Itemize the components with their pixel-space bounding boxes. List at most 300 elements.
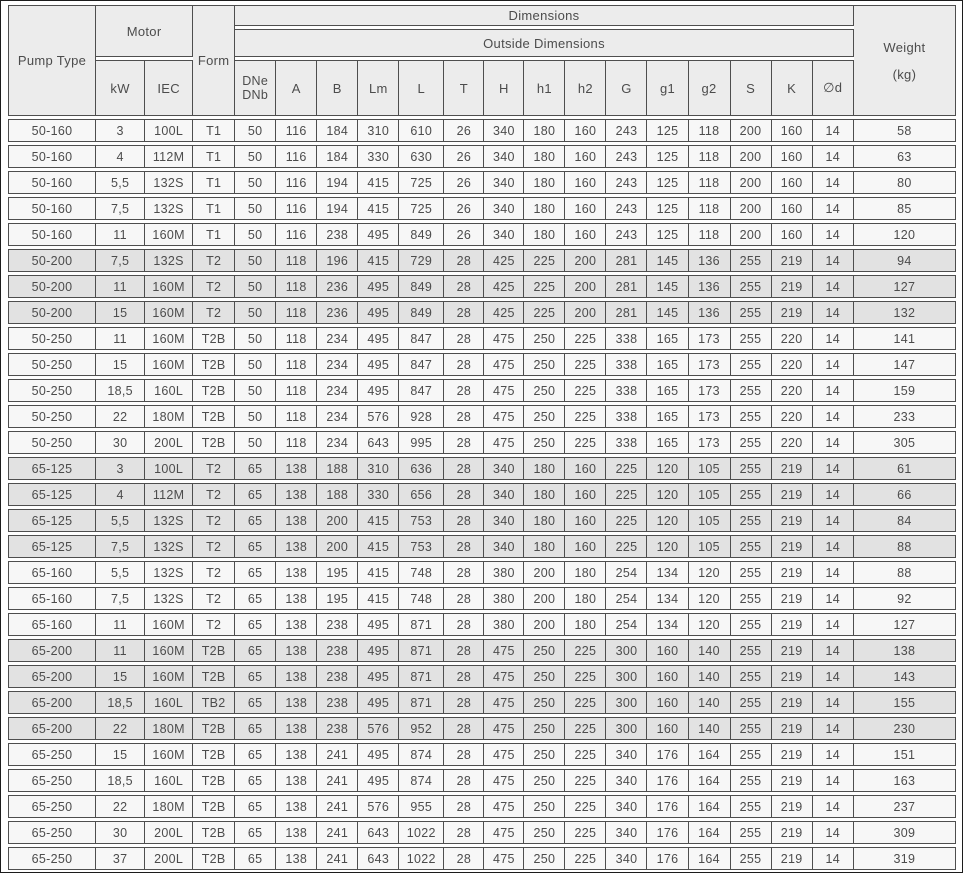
cell-s: 255 <box>731 821 772 844</box>
cell-g: 225 <box>606 457 647 480</box>
cell-t: 28 <box>444 431 484 454</box>
cell-g2: 118 <box>689 223 731 246</box>
cell-b: 195 <box>317 561 358 584</box>
cell-lm: 576 <box>358 717 399 740</box>
table-row <box>8 405 956 428</box>
cell-t: 28 <box>444 821 484 844</box>
cell-weight: 84 <box>854 509 956 532</box>
cell-g1: 134 <box>647 613 688 636</box>
cell-h1: 250 <box>524 431 565 454</box>
cell-dia-d: 14 <box>813 223 854 246</box>
cell-dn: 50 <box>235 249 276 272</box>
cell-g2: 105 <box>689 457 731 480</box>
cell-h: 475 <box>484 691 524 714</box>
cell-h1: 180 <box>524 145 565 168</box>
cell-weight: 66 <box>854 483 956 506</box>
cell-kw: 30 <box>96 431 145 454</box>
cell-b: 236 <box>317 275 358 298</box>
cell-kw: 18,5 <box>96 691 145 714</box>
cell-pump-type: 50-160 <box>8 171 96 194</box>
cell-g: 254 <box>606 587 647 610</box>
cell-h2: 225 <box>565 379 606 402</box>
cell-lm: 415 <box>358 197 399 220</box>
cell-b: 241 <box>317 821 358 844</box>
cell-k: 219 <box>772 821 813 844</box>
cell-l: 874 <box>399 769 444 792</box>
cell-l: 748 <box>399 561 444 584</box>
cell-g1: 125 <box>647 119 688 142</box>
cell-pump-type: 65-200 <box>8 717 96 740</box>
cell-s: 255 <box>731 457 772 480</box>
cell-iec: 200L <box>145 431 193 454</box>
cell-h1: 200 <box>524 561 565 584</box>
cell-form: T2B <box>193 431 235 454</box>
header-motor: Motor <box>96 5 193 57</box>
table-row <box>8 197 956 220</box>
cell-k: 219 <box>772 457 813 480</box>
cell-form: T2B <box>193 405 235 428</box>
cell-b: 241 <box>317 743 358 766</box>
cell-dia-d: 14 <box>813 639 854 662</box>
cell-k: 220 <box>772 379 813 402</box>
cell-form: T2B <box>193 769 235 792</box>
cell-h2: 225 <box>565 431 606 454</box>
cell-pump-type: 65-200 <box>8 665 96 688</box>
cell-h: 340 <box>484 223 524 246</box>
cell-b: 234 <box>317 405 358 428</box>
table-body <box>8 119 956 870</box>
cell-b: 200 <box>317 535 358 558</box>
cell-t: 26 <box>444 119 484 142</box>
cell-weight: 63 <box>854 145 956 168</box>
cell-pump-type: 50-250 <box>8 379 96 402</box>
table-row <box>8 769 956 792</box>
cell-l: 871 <box>399 691 444 714</box>
cell-g2: 164 <box>689 769 731 792</box>
cell-s: 255 <box>731 353 772 376</box>
cell-h2: 180 <box>565 613 606 636</box>
cell-pump-type: 65-125 <box>8 509 96 532</box>
table-row <box>8 665 956 688</box>
cell-a: 116 <box>276 171 317 194</box>
cell-lm: 576 <box>358 405 399 428</box>
cell-form: T2 <box>193 249 235 272</box>
cell-k: 219 <box>772 769 813 792</box>
cell-k: 160 <box>772 171 813 194</box>
cell-g: 338 <box>606 379 647 402</box>
cell-h: 475 <box>484 431 524 454</box>
cell-s: 255 <box>731 405 772 428</box>
cell-dn: 50 <box>235 405 276 428</box>
cell-h2: 225 <box>565 327 606 350</box>
cell-dia-d: 14 <box>813 509 854 532</box>
cell-h: 340 <box>484 509 524 532</box>
cell-lm: 415 <box>358 249 399 272</box>
header-col-h2: h2 <box>565 60 606 116</box>
cell-dn: 65 <box>235 561 276 584</box>
cell-g2: 140 <box>689 665 731 688</box>
cell-h2: 160 <box>565 145 606 168</box>
cell-g: 340 <box>606 769 647 792</box>
cell-weight: 163 <box>854 769 956 792</box>
cell-g2: 136 <box>689 249 731 272</box>
cell-iec: 100L <box>145 119 193 142</box>
cell-pump-type: 65-160 <box>8 613 96 636</box>
header-col-g2: g2 <box>689 60 731 116</box>
cell-g: 300 <box>606 639 647 662</box>
cell-h1: 250 <box>524 353 565 376</box>
cell-h: 340 <box>484 171 524 194</box>
cell-kw: 3 <box>96 457 145 480</box>
cell-lm: 415 <box>358 535 399 558</box>
cell-h1: 250 <box>524 691 565 714</box>
cell-kw: 18,5 <box>96 769 145 792</box>
cell-iec: 160M <box>145 275 193 298</box>
header-outside-dimensions: Outside Dimensions <box>235 29 854 57</box>
cell-g1: 125 <box>647 145 688 168</box>
cell-h2: 225 <box>565 769 606 792</box>
cell-g: 340 <box>606 743 647 766</box>
cell-b: 196 <box>317 249 358 272</box>
cell-k: 160 <box>772 197 813 220</box>
cell-kw: 4 <box>96 145 145 168</box>
cell-l: 847 <box>399 353 444 376</box>
cell-b: 234 <box>317 379 358 402</box>
cell-iec: 112M <box>145 145 193 168</box>
cell-t: 28 <box>444 301 484 324</box>
cell-s: 255 <box>731 431 772 454</box>
cell-h: 340 <box>484 119 524 142</box>
cell-h1: 200 <box>524 613 565 636</box>
cell-g1: 165 <box>647 353 688 376</box>
cell-weight: 61 <box>854 457 956 480</box>
cell-h2: 200 <box>565 249 606 272</box>
cell-s: 255 <box>731 561 772 584</box>
cell-iec: 160L <box>145 691 193 714</box>
cell-lm: 576 <box>358 795 399 818</box>
cell-dia-d: 14 <box>813 379 854 402</box>
cell-dia-d: 14 <box>813 275 854 298</box>
cell-lm: 415 <box>358 587 399 610</box>
cell-t: 26 <box>444 171 484 194</box>
cell-s: 255 <box>731 249 772 272</box>
cell-g2: 105 <box>689 509 731 532</box>
cell-a: 118 <box>276 431 317 454</box>
cell-form: T1 <box>193 145 235 168</box>
table-row <box>8 535 956 558</box>
cell-a: 118 <box>276 353 317 376</box>
cell-s: 255 <box>731 743 772 766</box>
cell-form: T2B <box>193 795 235 818</box>
cell-g: 243 <box>606 119 647 142</box>
cell-pump-type: 50-250 <box>8 431 96 454</box>
header-col-h1: h1 <box>524 60 565 116</box>
cell-h1: 250 <box>524 743 565 766</box>
header-pump-type: Pump Type <box>8 5 96 116</box>
cell-b: 195 <box>317 587 358 610</box>
cell-a: 138 <box>276 561 317 584</box>
cell-lm: 495 <box>358 665 399 688</box>
cell-k: 160 <box>772 145 813 168</box>
cell-iec: 200L <box>145 821 193 844</box>
cell-h2: 200 <box>565 301 606 324</box>
cell-b: 238 <box>317 223 358 246</box>
cell-b: 238 <box>317 639 358 662</box>
cell-g: 243 <box>606 197 647 220</box>
cell-form: T1 <box>193 171 235 194</box>
cell-a: 118 <box>276 327 317 350</box>
cell-kw: 7,5 <box>96 587 145 610</box>
cell-weight: 127 <box>854 613 956 636</box>
cell-dia-d: 14 <box>813 327 854 350</box>
cell-b: 194 <box>317 197 358 220</box>
cell-pump-type: 50-250 <box>8 353 96 376</box>
cell-dia-d: 14 <box>813 561 854 584</box>
cell-a: 138 <box>276 691 317 714</box>
header-col-a: A <box>276 60 317 116</box>
cell-t: 28 <box>444 509 484 532</box>
cell-lm: 415 <box>358 171 399 194</box>
cell-pump-type: 65-250 <box>8 847 96 870</box>
cell-g1: 145 <box>647 249 688 272</box>
cell-form: T2 <box>193 535 235 558</box>
cell-form: T2 <box>193 509 235 532</box>
cell-weight: 58 <box>854 119 956 142</box>
cell-g1: 160 <box>647 665 688 688</box>
cell-h1: 180 <box>524 119 565 142</box>
cell-dn: 65 <box>235 509 276 532</box>
cell-pump-type: 50-250 <box>8 327 96 350</box>
cell-t: 28 <box>444 613 484 636</box>
cell-dn: 65 <box>235 587 276 610</box>
cell-k: 219 <box>772 691 813 714</box>
table-row <box>8 171 956 194</box>
cell-h1: 250 <box>524 821 565 844</box>
cell-b: 238 <box>317 613 358 636</box>
cell-iec: 160M <box>145 327 193 350</box>
cell-g2: 120 <box>689 613 731 636</box>
cell-lm: 330 <box>358 145 399 168</box>
cell-lm: 495 <box>358 613 399 636</box>
cell-l: 847 <box>399 327 444 350</box>
cell-form: T2B <box>193 379 235 402</box>
cell-h1: 250 <box>524 405 565 428</box>
cell-weight: 127 <box>854 275 956 298</box>
cell-pump-type: 65-125 <box>8 457 96 480</box>
header-form: Form <box>193 5 235 116</box>
cell-h2: 200 <box>565 275 606 298</box>
cell-dia-d: 14 <box>813 249 854 272</box>
cell-h: 340 <box>484 197 524 220</box>
cell-weight: 319 <box>854 847 956 870</box>
cell-h: 380 <box>484 561 524 584</box>
cell-kw: 7,5 <box>96 197 145 220</box>
cell-t: 28 <box>444 639 484 662</box>
cell-kw: 22 <box>96 405 145 428</box>
cell-s: 255 <box>731 613 772 636</box>
cell-dia-d: 14 <box>813 483 854 506</box>
cell-dia-d: 14 <box>813 353 854 376</box>
cell-form: T2B <box>193 665 235 688</box>
cell-g1: 176 <box>647 847 688 870</box>
cell-h2: 225 <box>565 353 606 376</box>
cell-s: 200 <box>731 145 772 168</box>
cell-g2: 118 <box>689 145 731 168</box>
cell-h2: 180 <box>565 561 606 584</box>
cell-g2: 105 <box>689 483 731 506</box>
cell-g1: 125 <box>647 171 688 194</box>
table-row <box>8 717 956 740</box>
cell-h2: 160 <box>565 457 606 480</box>
cell-t: 28 <box>444 535 484 558</box>
cell-iec: 132S <box>145 249 193 272</box>
cell-b: 234 <box>317 327 358 350</box>
cell-h1: 250 <box>524 665 565 688</box>
cell-t: 28 <box>444 379 484 402</box>
cell-a: 138 <box>276 847 317 870</box>
cell-iec: 132S <box>145 509 193 532</box>
cell-dn: 65 <box>235 847 276 870</box>
cell-iec: 132S <box>145 561 193 584</box>
cell-b: 184 <box>317 119 358 142</box>
cell-form: T2B <box>193 743 235 766</box>
cell-h2: 225 <box>565 795 606 818</box>
cell-weight: 94 <box>854 249 956 272</box>
cell-iec: 160M <box>145 665 193 688</box>
cell-b: 188 <box>317 457 358 480</box>
cell-dia-d: 14 <box>813 717 854 740</box>
cell-t: 26 <box>444 145 484 168</box>
cell-lm: 330 <box>358 483 399 506</box>
cell-g: 338 <box>606 431 647 454</box>
cell-dia-d: 14 <box>813 691 854 714</box>
cell-s: 255 <box>731 509 772 532</box>
header-col-k: K <box>772 60 813 116</box>
cell-h2: 225 <box>565 691 606 714</box>
cell-pump-type: 65-200 <box>8 691 96 714</box>
table-row <box>8 353 956 376</box>
cell-g2: 164 <box>689 795 731 818</box>
cell-lm: 310 <box>358 119 399 142</box>
cell-kw: 15 <box>96 353 145 376</box>
cell-l: 871 <box>399 639 444 662</box>
cell-lm: 495 <box>358 379 399 402</box>
cell-dia-d: 14 <box>813 197 854 220</box>
cell-h: 475 <box>484 639 524 662</box>
cell-k: 219 <box>772 587 813 610</box>
cell-h2: 225 <box>565 717 606 740</box>
cell-h2: 160 <box>565 197 606 220</box>
cell-a: 116 <box>276 223 317 246</box>
cell-kw: 7,5 <box>96 249 145 272</box>
cell-pump-type: 50-160 <box>8 197 96 220</box>
header-dn <box>235 60 276 116</box>
cell-weight: 151 <box>854 743 956 766</box>
cell-g: 281 <box>606 301 647 324</box>
cell-weight: 88 <box>854 535 956 558</box>
table-row <box>8 821 956 844</box>
cell-g1: 120 <box>647 509 688 532</box>
cell-h2: 180 <box>565 587 606 610</box>
cell-l: 1022 <box>399 847 444 870</box>
cell-form: T2B <box>193 717 235 740</box>
header-weight-label: Weight <box>883 39 926 55</box>
cell-pump-type: 65-160 <box>8 561 96 584</box>
cell-weight: 132 <box>854 301 956 324</box>
header-kw: kW <box>96 60 145 116</box>
cell-dn: 65 <box>235 769 276 792</box>
cell-a: 138 <box>276 613 317 636</box>
cell-g1: 165 <box>647 379 688 402</box>
cell-iec: 160L <box>145 769 193 792</box>
cell-l: 849 <box>399 301 444 324</box>
cell-s: 255 <box>731 379 772 402</box>
header-col-dia-d: ∅d <box>813 60 854 116</box>
cell-l: 847 <box>399 379 444 402</box>
cell-l: 952 <box>399 717 444 740</box>
cell-pump-type: 50-160 <box>8 145 96 168</box>
cell-g: 254 <box>606 561 647 584</box>
cell-pump-type: 65-200 <box>8 639 96 662</box>
cell-h: 425 <box>484 249 524 272</box>
cell-a: 116 <box>276 119 317 142</box>
cell-k: 219 <box>772 743 813 766</box>
cell-t: 28 <box>444 795 484 818</box>
cell-pump-type: 65-160 <box>8 587 96 610</box>
cell-l: 636 <box>399 457 444 480</box>
cell-g: 243 <box>606 145 647 168</box>
cell-g2: 164 <box>689 743 731 766</box>
cell-dn: 65 <box>235 717 276 740</box>
cell-g2: 164 <box>689 847 731 870</box>
cell-s: 255 <box>731 327 772 350</box>
cell-iec: 132S <box>145 535 193 558</box>
cell-weight: 85 <box>854 197 956 220</box>
cell-dn: 50 <box>235 327 276 350</box>
cell-h: 425 <box>484 301 524 324</box>
cell-form: T2 <box>193 301 235 324</box>
cell-h1: 250 <box>524 795 565 818</box>
table-row <box>8 847 956 870</box>
cell-g2: 140 <box>689 691 731 714</box>
cell-s: 200 <box>731 171 772 194</box>
cell-form: T2 <box>193 561 235 584</box>
cell-s: 255 <box>731 795 772 818</box>
cell-b: 241 <box>317 795 358 818</box>
cell-g: 281 <box>606 249 647 272</box>
cell-g1: 120 <box>647 483 688 506</box>
cell-k: 219 <box>772 717 813 740</box>
cell-a: 118 <box>276 275 317 298</box>
cell-kw: 5,5 <box>96 509 145 532</box>
cell-lm: 495 <box>358 743 399 766</box>
cell-dn: 65 <box>235 665 276 688</box>
table-row <box>8 119 956 142</box>
cell-lm: 415 <box>358 561 399 584</box>
cell-iec: 160M <box>145 613 193 636</box>
cell-b: 194 <box>317 171 358 194</box>
cell-h: 475 <box>484 821 524 844</box>
cell-h1: 180 <box>524 171 565 194</box>
cell-t: 28 <box>444 405 484 428</box>
cell-g2: 140 <box>689 717 731 740</box>
cell-b: 238 <box>317 717 358 740</box>
table-row <box>8 327 956 350</box>
cell-pump-type: 65-250 <box>8 769 96 792</box>
cell-g1: 176 <box>647 743 688 766</box>
cell-dia-d: 14 <box>813 821 854 844</box>
cell-a: 138 <box>276 821 317 844</box>
